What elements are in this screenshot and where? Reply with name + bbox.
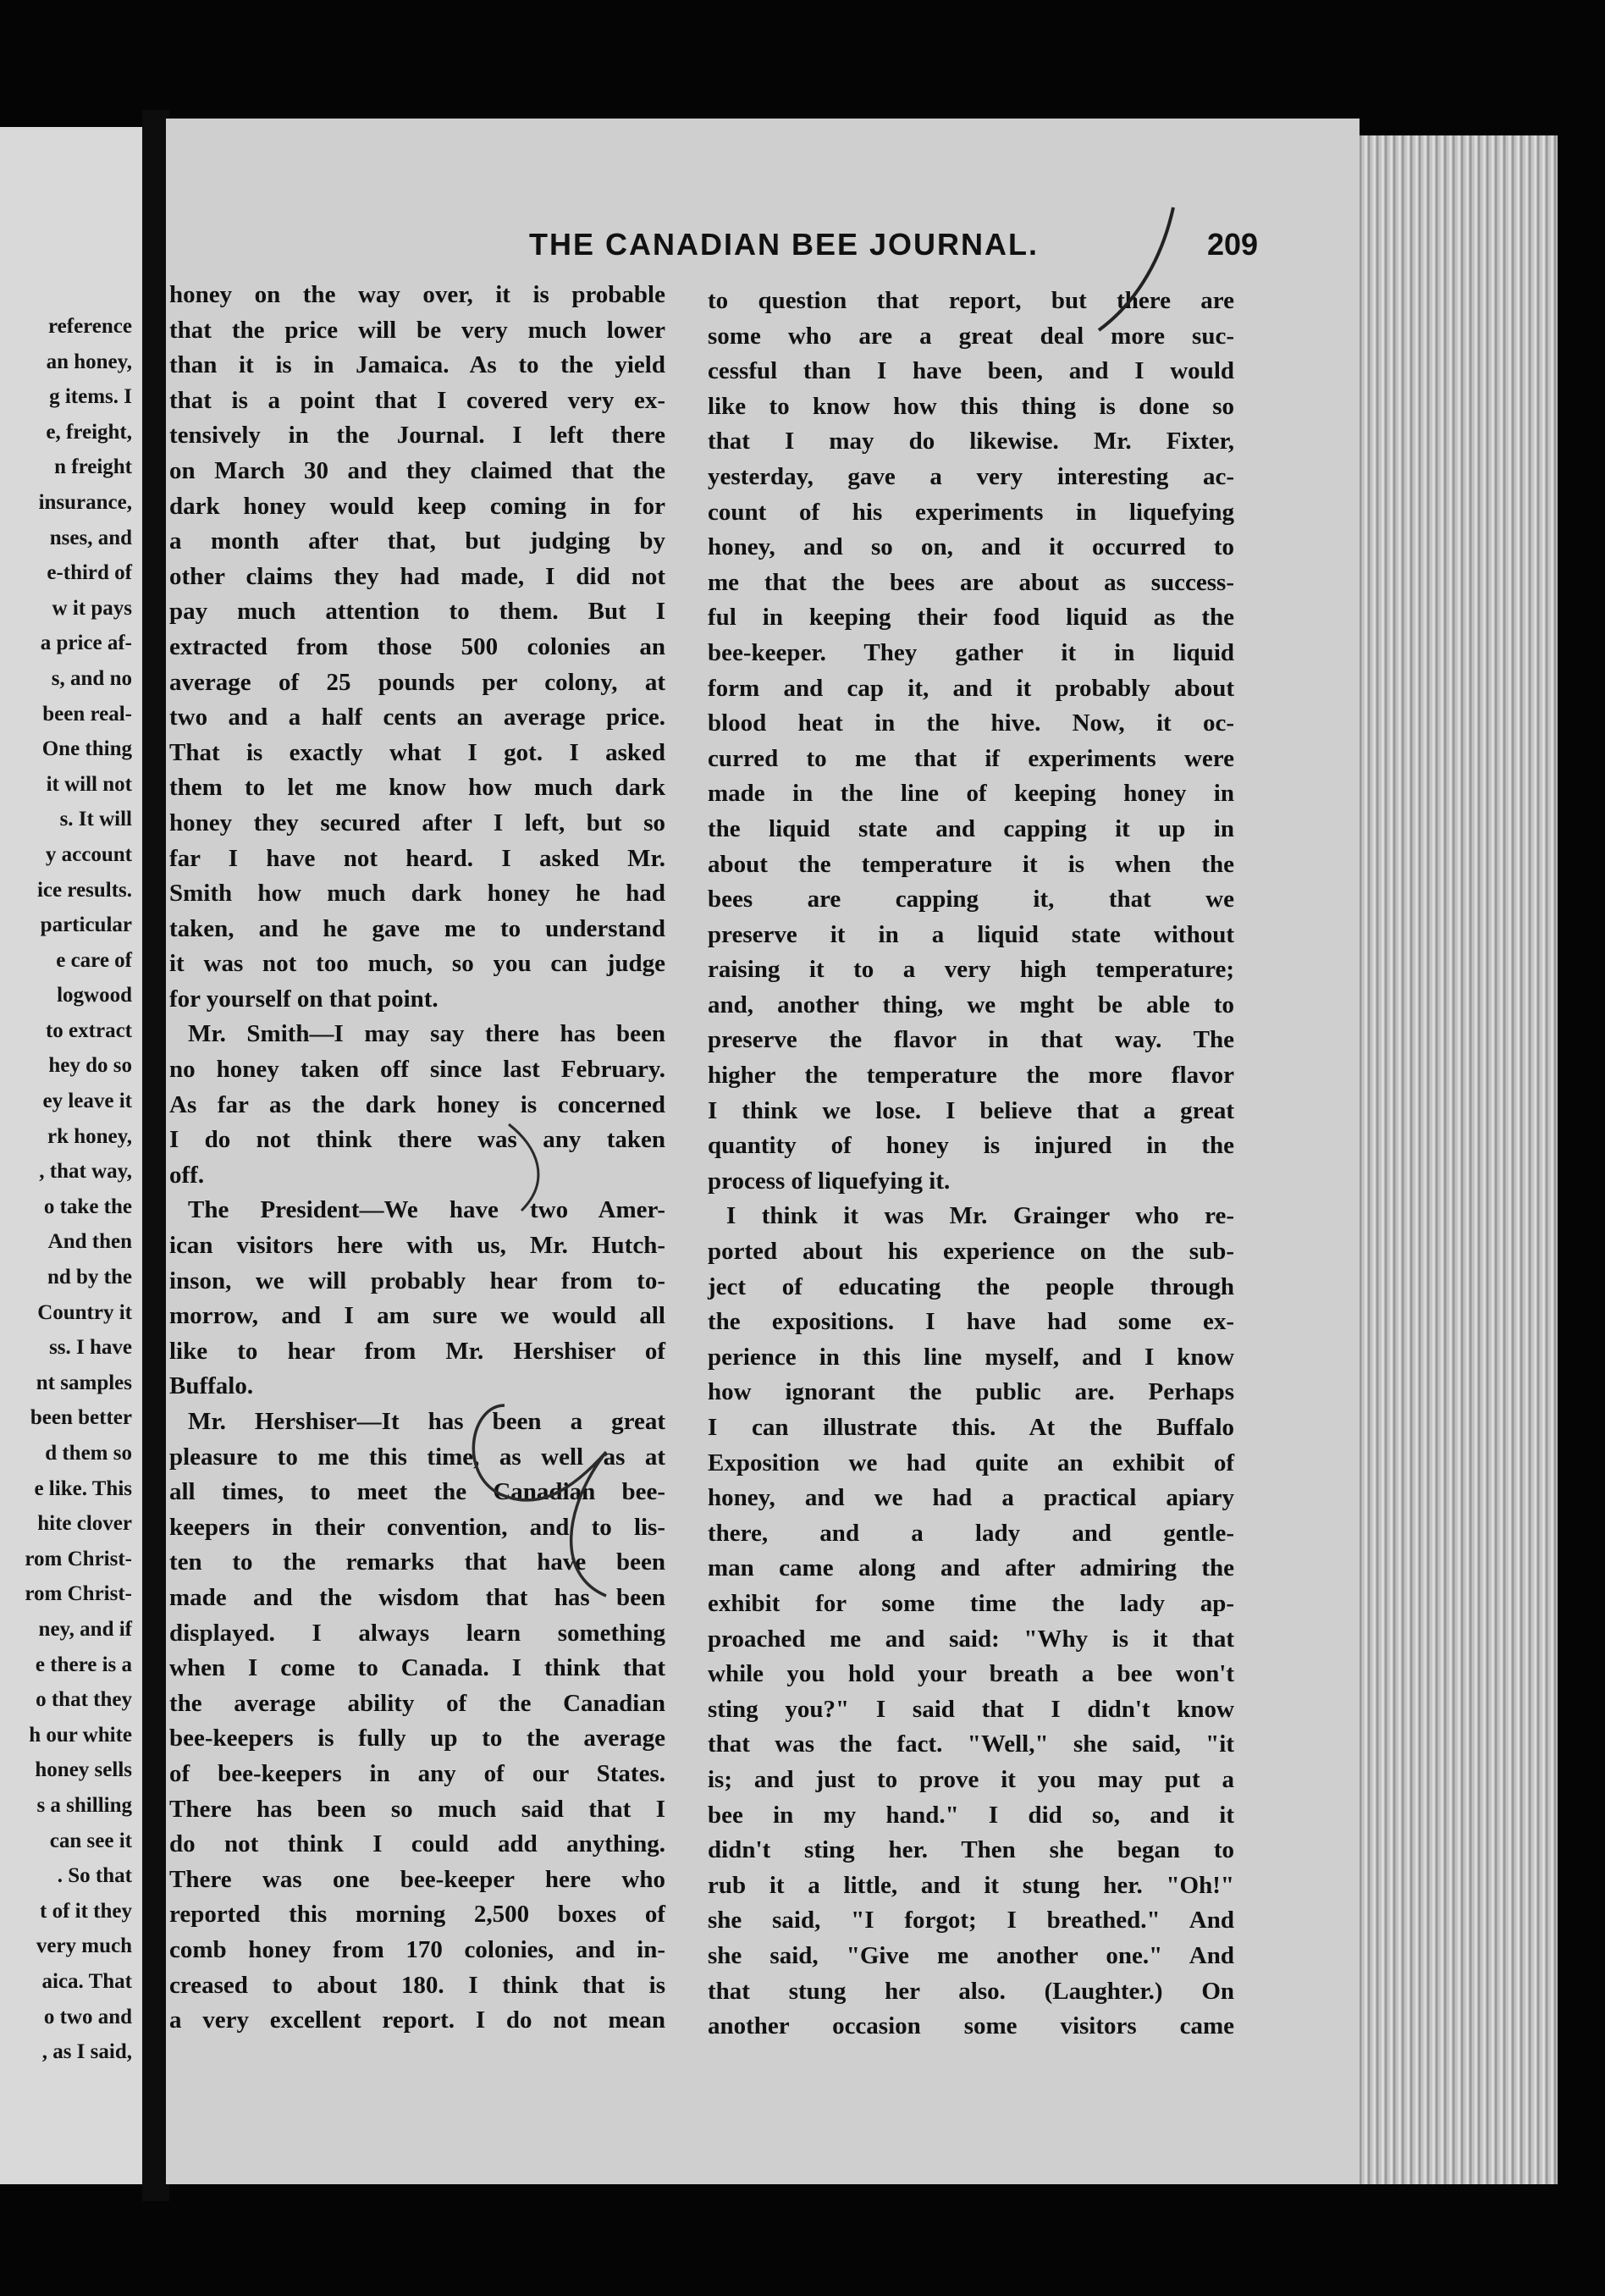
text-line: ful in keeping their food liquid as the xyxy=(708,604,1234,632)
previous-page-line-fragment: n freight xyxy=(54,455,132,479)
text-line: displayed. I always learn something xyxy=(169,1619,665,1647)
text-line: bee-keeper. They gather it in liquid xyxy=(708,638,1234,666)
text-line: honey, and we had a practical apiary xyxy=(708,1484,1234,1512)
previous-page-line-fragment: rk honey, xyxy=(47,1124,132,1148)
previous-page-line-fragment: honey sells xyxy=(35,1758,132,1782)
text-line: raising it to a very high temperature; xyxy=(708,956,1234,984)
text-line: yesterday, gave a very interesting ac- xyxy=(708,462,1234,490)
text-line: it was not too much, so you can judge xyxy=(169,950,665,978)
text-line: bee-keepers is fully up to the average xyxy=(169,1725,665,1752)
text-column-right xyxy=(708,284,1234,2045)
text-line: no honey taken off since last February. xyxy=(169,1056,665,1084)
text-line: extracted from those 500 colonies an xyxy=(169,632,665,660)
running-header xyxy=(166,218,1360,278)
text-line: keepers in their convention, and to lis- xyxy=(169,1513,665,1541)
text-line: preserve it in a liquid state without xyxy=(708,920,1234,948)
text-line: do not think I could add anything. xyxy=(169,1830,665,1858)
text-line: Exposition we had quite an exhibit of xyxy=(708,1449,1234,1476)
text-line: when I come to Canada. I think that xyxy=(169,1654,665,1682)
text-line: than it is in Jamaica. As to the yield xyxy=(169,351,665,379)
text-line: reported this morning 2,500 boxes of xyxy=(169,1901,665,1929)
text-line: bees are capping it, that we xyxy=(708,886,1234,913)
text-line: is; and just to prove it you may put a xyxy=(708,1765,1234,1793)
text-line: two and a half cents an average price. xyxy=(169,704,665,731)
text-line: I do not think there was any taken xyxy=(169,1126,665,1154)
text-line: Mr. Hershiser—It has been a great xyxy=(188,1408,665,1435)
text-line: sting you?" I said that I didn't know xyxy=(708,1695,1234,1723)
text-line: a very excellent report. I do not mean xyxy=(169,2006,665,2034)
text-line: she said, "Give me another one." And xyxy=(708,1941,1234,1969)
text-line: inson, we will probably hear from to- xyxy=(169,1267,665,1294)
previous-page-line-fragment: One thing xyxy=(41,737,132,761)
text-line: ten to the remarks that have been xyxy=(169,1548,665,1576)
journal-page xyxy=(166,119,1360,2184)
previous-page-line-fragment: to extract xyxy=(45,1018,132,1042)
text-line: exhibit for some time the lady ap- xyxy=(708,1589,1234,1617)
text-line: creased to about 180. I think that is xyxy=(169,1971,665,1999)
text-line: them to let me know how much dark xyxy=(169,774,665,802)
text-line: quantity of honey is injured in the xyxy=(708,1132,1234,1160)
previous-page-line-fragment: rom Christ- xyxy=(25,1547,132,1570)
text-line: there, and a lady and gentle- xyxy=(708,1519,1234,1547)
text-column-left xyxy=(169,278,665,2039)
previous-page-line-fragment: And then xyxy=(47,1230,132,1254)
text-line: blood heat in the hive. Now, it oc- xyxy=(708,709,1234,737)
previous-page-line-fragment: hite clover xyxy=(37,1512,132,1536)
previous-page-line-fragment: y account xyxy=(45,842,132,866)
text-line: other claims they had made, I did not xyxy=(169,562,665,590)
text-line: off. xyxy=(169,1161,205,1189)
text-line: honey, and so on, and it occurred to xyxy=(708,533,1234,561)
previous-page-line-fragment: ss. I have xyxy=(49,1336,132,1360)
text-line: curred to me that if experiments were xyxy=(708,744,1234,772)
previous-page-line-fragment: o take the xyxy=(43,1195,132,1218)
text-line: that I may do likewise. Mr. Fixter, xyxy=(708,428,1234,455)
text-line: the expositions. I have had some ex- xyxy=(708,1308,1234,1336)
text-line: proached me and said: "Why is it that xyxy=(708,1625,1234,1653)
text-line: some who are a great deal more suc- xyxy=(708,322,1234,350)
text-line: man came along and after admiring the xyxy=(708,1554,1234,1582)
previous-page-line-fragment: s. It will xyxy=(59,808,132,831)
previous-page-line-fragment: d them so xyxy=(45,1442,132,1465)
previous-page-line-fragment: rom Christ- xyxy=(25,1582,132,1606)
text-line: ican visitors here with us, Mr. Hutch- xyxy=(169,1232,665,1260)
text-line: how ignorant the public are. Perhaps xyxy=(708,1378,1234,1406)
text-line: form and cap it, and it probably about xyxy=(708,674,1234,702)
text-line: As far as the dark honey is concerned xyxy=(169,1090,665,1118)
text-line: taken, and he gave me to understand xyxy=(169,914,665,942)
previous-page-line-fragment: ey leave it xyxy=(42,1090,132,1113)
text-line: that stung her also. (Laughter.) On xyxy=(708,1977,1234,2005)
text-line: to question that report, but there are xyxy=(708,287,1234,314)
text-line: pleasure to me this time, as well as at xyxy=(169,1443,665,1471)
text-line: and, another thing, we mght be able to xyxy=(708,991,1234,1018)
previous-page-line-fragment: e there is a xyxy=(35,1653,132,1676)
previous-page-line-fragment: it will not xyxy=(46,772,132,796)
text-line: that the price will be very much lower xyxy=(169,316,665,344)
previous-page-line-fragment: g items. I xyxy=(49,385,132,409)
text-line: rub it a little, and it stung her. "Oh!" xyxy=(708,1871,1234,1899)
previous-page-line-fragment: , as I said, xyxy=(41,2040,132,2064)
text-line: made and the wisdom that has been xyxy=(169,1583,665,1611)
text-line: pay much attention to them. But I xyxy=(169,598,665,626)
text-line: like to know how this thing is done so xyxy=(708,392,1234,420)
previous-page-line-fragment: nd by the xyxy=(47,1266,132,1289)
text-line: count of his experiments in liquefying xyxy=(708,498,1234,526)
page-stack-edges xyxy=(1346,135,1558,2184)
text-line: honey they secured after I left, but so xyxy=(169,809,665,836)
text-line: average of 25 pounds per colony, at xyxy=(169,668,665,696)
text-line: she said, "I forgot; I breathed." And xyxy=(708,1907,1234,1934)
text-line: of bee-keepers in any of our States. xyxy=(169,1759,665,1787)
text-line: that was the fact. "Well," she said, "it xyxy=(708,1730,1234,1758)
previous-page-line-fragment: , that way, xyxy=(39,1160,132,1184)
text-line: ported about his experience on the sub- xyxy=(708,1238,1234,1266)
text-line: about the temperature it is when the xyxy=(708,850,1234,878)
text-line: tensively in the Journal. I left there xyxy=(169,422,665,450)
text-line: me that the bees are about as success- xyxy=(708,568,1234,596)
previous-page-line-fragment: logwood xyxy=(57,984,132,1007)
text-line: higher the temperature the more flavor xyxy=(708,1062,1234,1090)
text-line: the liquid state and capping it up in xyxy=(708,814,1234,842)
previous-page-line-fragment: particular xyxy=(40,913,132,937)
text-line: The President—We have two Amer- xyxy=(188,1196,665,1224)
text-line: ject of educating the people through xyxy=(708,1272,1234,1300)
text-line: a month after that, but judging by xyxy=(169,527,665,555)
text-line: while you hold your breath a bee won't xyxy=(708,1660,1234,1688)
previous-page-line-fragment: e-third of xyxy=(47,561,132,585)
text-line: dark honey would keep coming in for xyxy=(169,492,665,520)
text-line: I think it was Mr. Grainger who re- xyxy=(726,1202,1234,1230)
journal-title: THE CANADIAN BEE JOURNAL. xyxy=(528,227,1040,262)
text-line: the average ability of the Canadian xyxy=(169,1689,665,1717)
previous-page-line-fragment: aica. That xyxy=(41,1969,132,1993)
text-line: another occasion some visitors came xyxy=(708,2012,1234,2040)
previous-page-line-fragment: very much xyxy=(36,1934,132,1958)
text-line: preserve the flavor in that way. The xyxy=(708,1026,1234,1054)
text-line: process of liquefying it. xyxy=(708,1167,951,1195)
previous-page-text-column xyxy=(0,309,135,2070)
previous-page-line-fragment: h our white xyxy=(29,1723,132,1747)
text-line: morrow, and I am sure we would all xyxy=(169,1302,665,1330)
previous-page-line-fragment: reference xyxy=(48,315,132,338)
text-line: bee in my hand." I did so, and it xyxy=(708,1801,1234,1829)
text-line: cessful than I have been, and I would xyxy=(708,357,1234,385)
previous-page-line-fragment: ice results. xyxy=(36,878,132,902)
text-line: That is exactly what I got. I asked xyxy=(169,738,665,766)
previous-page-line-fragment: Country it xyxy=(37,1300,132,1324)
text-line: comb honey from 170 colonies, and in- xyxy=(169,1935,665,1963)
text-line: perience in this line myself, and I know xyxy=(708,1343,1234,1371)
text-line: for yourself on that point. xyxy=(169,985,438,1013)
text-line: There was one bee-keeper here who xyxy=(169,1865,665,1893)
previous-page-line-fragment: e, freight, xyxy=(46,420,132,444)
text-line: like to hear from Mr. Hershiser of xyxy=(169,1337,665,1365)
previous-page-line-fragment: hey do so xyxy=(48,1054,132,1078)
previous-page-line-fragment: e like. This xyxy=(34,1476,132,1500)
previous-page-line-fragment: w it pays xyxy=(52,596,132,620)
page-number: 209 xyxy=(1207,227,1259,262)
text-line: on March 30 and they claimed that the xyxy=(169,456,665,484)
previous-page-line-fragment: e care of xyxy=(56,948,132,972)
text-line: Smith how much dark honey he had xyxy=(169,880,665,908)
text-line: that is a point that I covered very ex- xyxy=(169,386,665,414)
text-line: I think we lose. I believe that a great xyxy=(708,1096,1234,1124)
text-line: Mr. Smith—I may say there has been xyxy=(188,1020,665,1048)
text-line: far I have not heard. I asked Mr. xyxy=(169,844,665,872)
text-line: all times, to meet the Canadian bee- xyxy=(169,1478,665,1506)
previous-page-line-fragment: insurance, xyxy=(38,490,132,514)
previous-page-line-fragment: t of it they xyxy=(40,1899,132,1923)
previous-page-line-fragment: been better xyxy=(30,1406,132,1430)
previous-page-line-fragment: o that they xyxy=(36,1688,132,1712)
previous-page-line-fragment: been real- xyxy=(42,702,132,726)
text-line: honey on the way over, it is probable xyxy=(169,281,665,308)
previous-page-line-fragment: ney, and if xyxy=(38,1617,132,1641)
previous-page-line-fragment: nt samples xyxy=(36,1371,132,1394)
previous-page-line-fragment: s, and no xyxy=(51,666,132,690)
text-line: There has been so much said that I xyxy=(169,1795,665,1823)
text-line: Buffalo. xyxy=(169,1372,254,1400)
previous-page-line-fragment: o two and xyxy=(43,2005,132,2028)
text-line: I can illustrate this. At the Buffalo xyxy=(708,1414,1234,1441)
previous-page-line-fragment: a price af- xyxy=(40,632,132,655)
text-line: didn't sting her. Then she began to xyxy=(708,1836,1234,1864)
previous-page-line-fragment: . So that xyxy=(57,1864,132,1888)
previous-page-line-fragment: can see it xyxy=(49,1829,132,1852)
text-line: made in the line of keeping honey in xyxy=(708,780,1234,808)
previous-page-fragment xyxy=(0,127,142,2184)
previous-page-line-fragment: an honey, xyxy=(46,350,132,373)
previous-page-line-fragment: s a shilling xyxy=(36,1793,132,1817)
previous-page-line-fragment: nses, and xyxy=(49,526,132,549)
